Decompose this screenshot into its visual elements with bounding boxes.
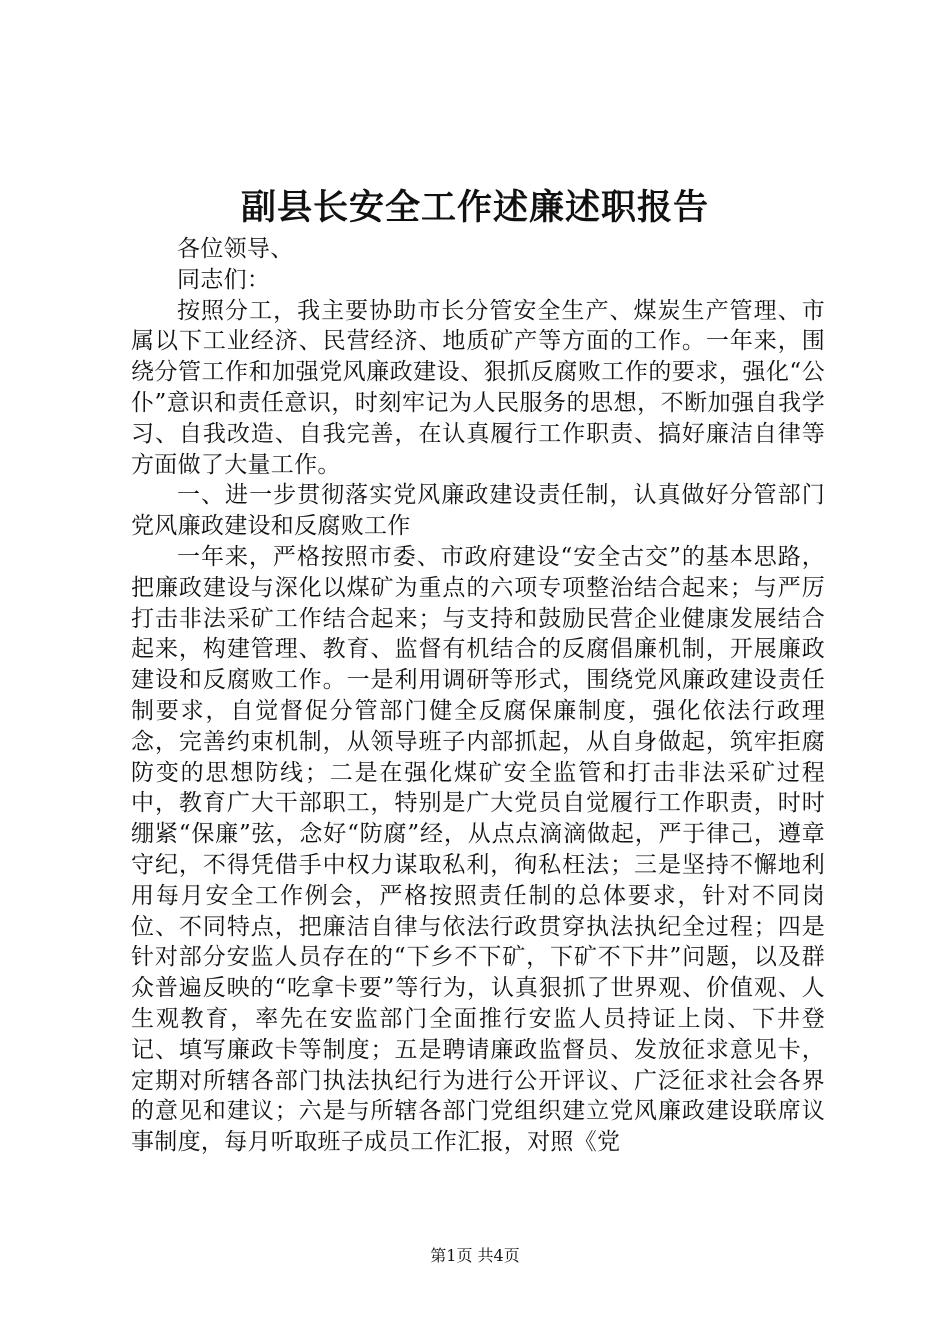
- intro-paragraph: 按照分工，我主要协助市长分管安全生产、煤炭生产管理、市属以下工业经济、民营经济、地质矿产等方面的工作。一年来，围绕分管工作和加强党风廉政建设、狠抓反腐败工作的要求，强化“公仆”意识和责任意识，时刻牢记为人民服务的思想，不断加强自我学习、自我改造、自我完善，在认真履行工作职责、搞好廉洁自律等方面做了大量工作。: [131, 297, 825, 478]
- section-heading-1: 一、进一步贯彻落实党风廉政建设责任制，认真做好分管部门党风廉政建设和反腐败工作: [131, 482, 825, 540]
- salutation-line-2: 同志们：: [177, 266, 271, 293]
- salutation-line-1: 各位领导、: [177, 236, 294, 262]
- body-paragraph: 一年来，严格按照市委、市政府建设“安全古交”的基本思路，把廉政建设与深化以煤矿为重点的六项专项整治结合起来；与严厉打击非法采矿工作结合起来；与支持和鼓励民营企业健康发展结合起来，构建管理、教育、监督有机结合的反腐倡廉机制，开展廉政建设和反腐败工作。一是利用调研等形式，围绕党风廉政建设责任制要求，自觉督促分管部门健全反腐保廉制度，强化依法行政理念，完善约束机制，从领导班子内部抓起，从自身做起，筑牢拒腐防变的思想防线；二是在强化煤矿安全监管和打击非法采矿过程中，教育广大干部职工，特别是广大党员自觉履行工作职责，时时绷紧“保廉”弦，念好“防腐”经，从点点滴滴做起，严于律己，遵章守纪，不得凭借手中权力谋取私利，徇私枉法；三是坚持不懈地利用每月安全工作例会，严格按照责任制的总体要求，针对不同岗位、不同特点，把廉洁自律与依法行政贯穿执法执纪全过程；四是针对部分安监人员存在的“下乡不下矿，下矿不下井”问题，以及群众普遍反映的“吃拿卡要”等行为，认真狠抓了世界观、价值观、人生观教育，率先在安监部门全面推行安监人员持证上岗、下井登记、填写廉政卡等制度；五是聘请廉政监督员、发放征求意见卡，定期对所辖各部门执法执纪行为进行公开评议、广泛征求社会各界的意见和建议；六是与所辖各部门党组织建立党风廉政建设联席议事制度，每月听取班子成员工作汇报，对照《党: [131, 543, 825, 1156]
- page-number-footer: 第1页 共4页: [430, 1246, 520, 1265]
- document-title: 副县长安全工作述廉述职报告: [240, 188, 709, 228]
- document-body: [131, 234, 825, 1158]
